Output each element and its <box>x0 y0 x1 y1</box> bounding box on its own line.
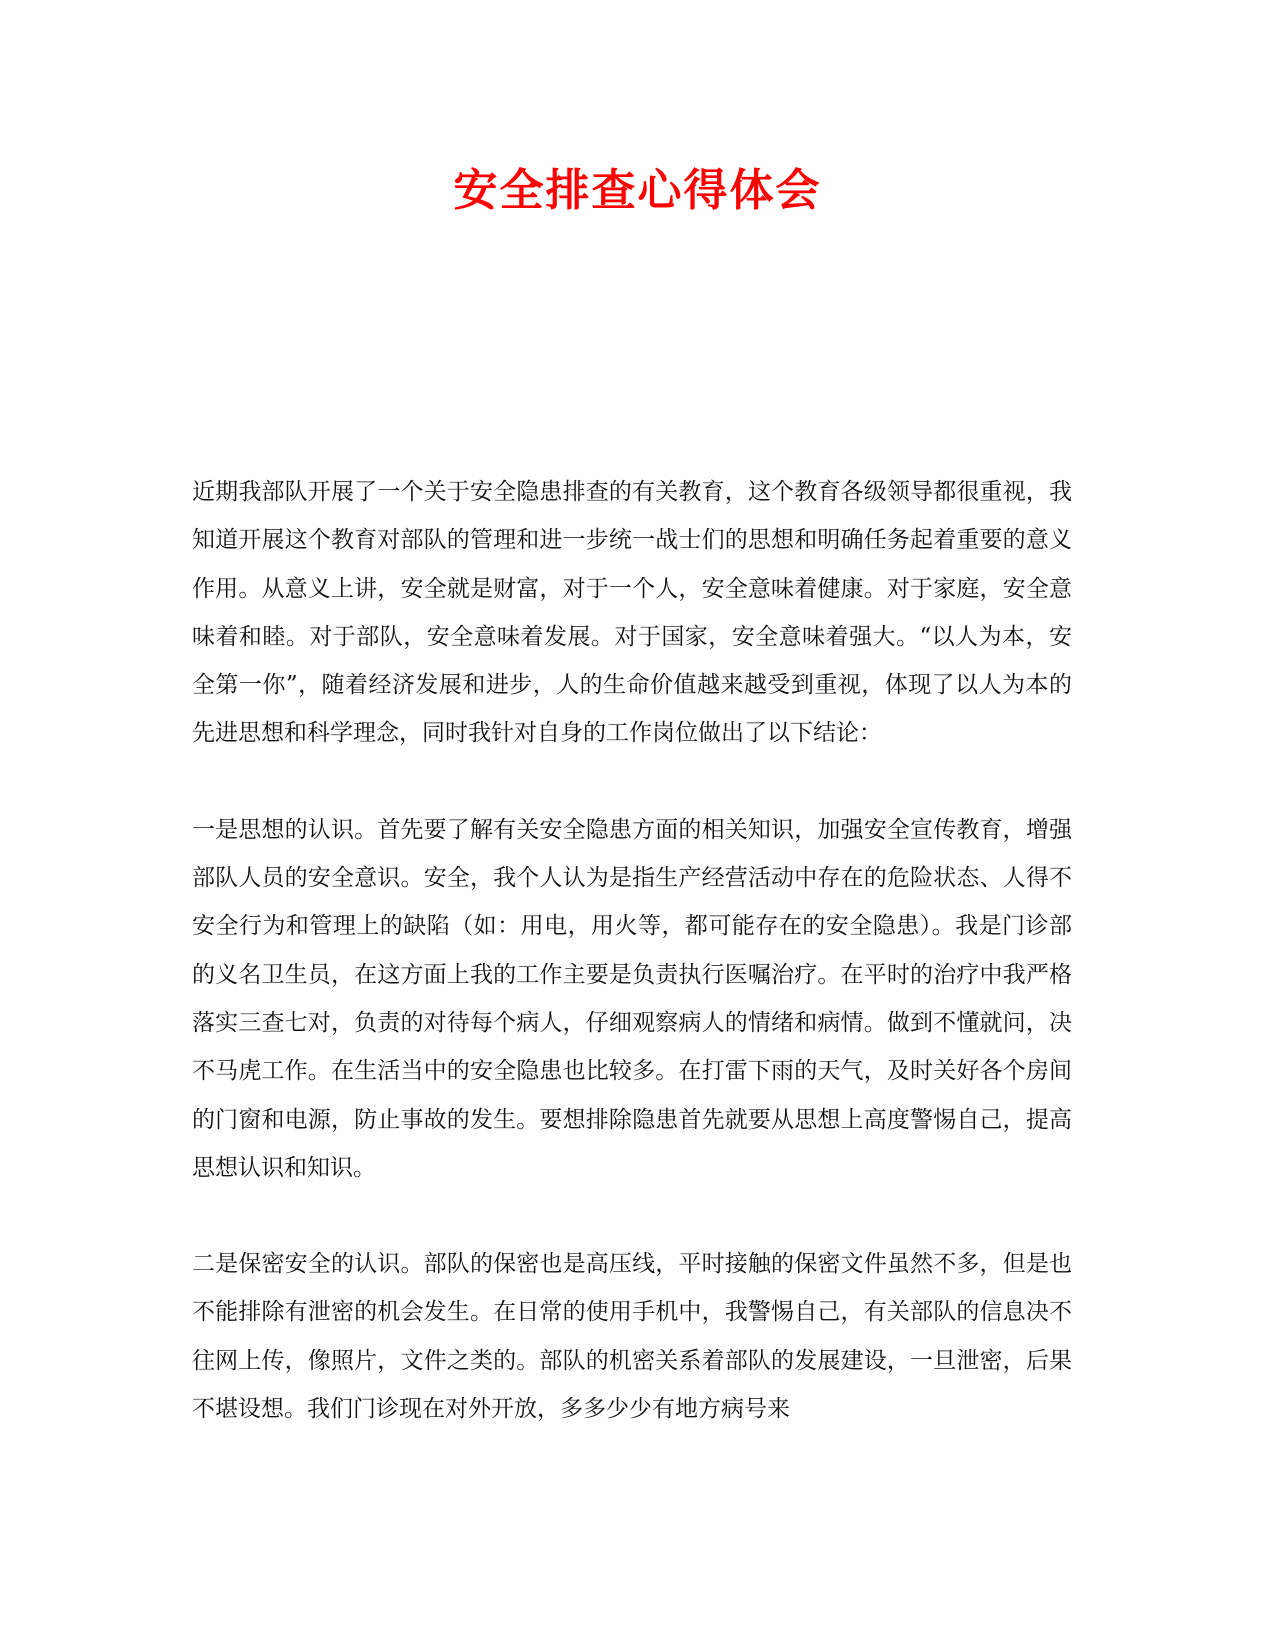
paragraph-intro: 近期我部队开展了一个关于安全隐患排查的有关教育，这个教育各级领导都很重视，我知道开展这个教育对部队的管理和进一步统一战士们的思想和明确任务起着重要的意义作用。从意义上讲，安全就是财富，对于一个人，安全意味着健康。对于家庭，安全意味着和睦。对于部队，安全意味着发展。对于国家，安全意味着强大。“以人为本，安全第一你”，随着经济发展和进步，人的生命价值越来越受到重视，体现了以人为本的先进思想和科学理念，同时我针对自身的工作岗位做出了以下结论： <box>192 479 1072 747</box>
paragraph-secrecy-awareness: 二是保密安全的认识。部队的保密也是高压线，平时接触的保密文件虽然不多，但是也不能排除有泄密的机会发生。在日常的使用手机中，我警惕自己，有关部队的信息决不往网上传，像照片，文件之类的。部队的机密关系着部队的发展建设，一旦泄密，后果不堪设想。我们门诊现在对外开放，多多少少有地方病号来 <box>192 1251 1072 1423</box>
document-body <box>192 468 1072 1481</box>
document-title: 安全排查心得体会 <box>453 165 822 216</box>
paragraph-thought-awareness: 一是思想的认识。首先要了解有关安全隐患方面的相关知识，加强安全宣传教育，增强部队人员的安全意识。安全，我个人认为是指生产经营活动中存在的危险状态、人得不安全行为和管理上的缺陷（如：用电，用火等，都可能存在的安全隐患）。我是门诊部的义名卫生员，在这方面上我的工作主要是负责执行医嘱治疗。在平时的治疗中我严格落实三查七对，负责的对待每个病人，仔细观察病人的情绪和病情。做到不懂就问，决不马虎工作。在生活当中的安全隐患也比较多。在打雷下雨的天气，及时关好各个房间的门窗和电源，防止事故的发生。要想排除隐患首先就要从思想上高度警惕自己，提高思想认识和知识。 <box>192 816 1072 1181</box>
